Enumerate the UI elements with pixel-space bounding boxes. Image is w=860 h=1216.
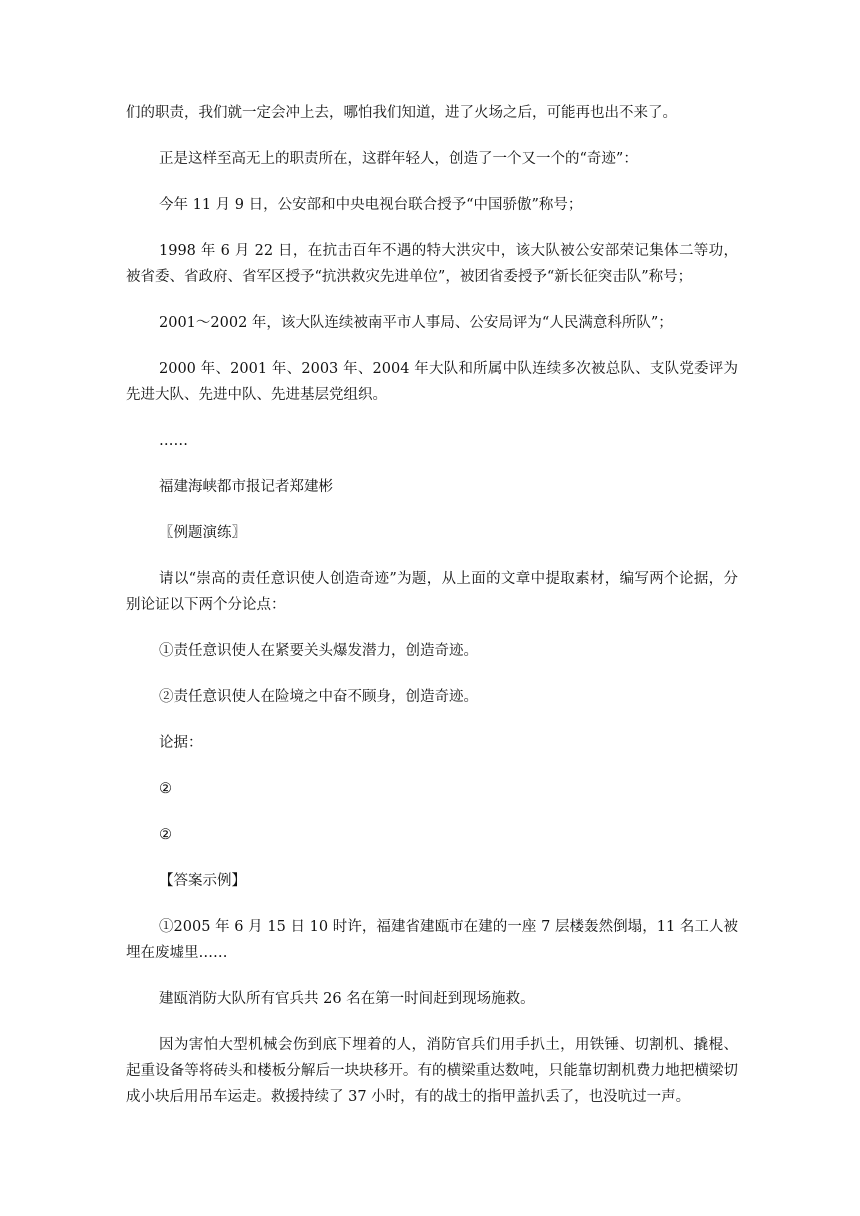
paragraph-honor-2004: 今年 11 月 9 日，公安部和中央电视台联合授予“中国骄傲”称号； xyxy=(159,197,583,213)
section-heading-exercise: 〖例题演练〗 xyxy=(159,525,246,541)
sub-point-1: ①责任意识使人在紧要关头爆发潜力，创造奇迹。 xyxy=(159,643,478,659)
paragraph-answer-rescue-team: 建瓯消防大队所有官兵共 26 名在第一时间赶到现场施救。 xyxy=(159,991,535,1007)
paragraph-miracles-intro: 正是这样至高无上的职责所在，这群年轻人，创造了一个又一个的“奇迹”： xyxy=(159,151,638,167)
paragraph-ellipsis: …… xyxy=(159,433,188,449)
evidence-blank-1: ② xyxy=(159,781,172,797)
paragraph-honor-2000-2004: 2000 年、2001 年、2003 年、2004 年大队和所属中队连续多次被总队、支队党委评为先进大队、先进中队、先进基层党组织。 xyxy=(126,361,738,403)
section-heading-answer-example: 【答案示例】 xyxy=(159,873,246,889)
evidence-blank-2: ② xyxy=(159,827,172,843)
sub-point-2: ②责任意识使人在险境之中奋不顾身，创造奇迹。 xyxy=(159,689,478,705)
paragraph-honor-2001-2002: 2001～2002 年，该大队连续被南平市人事局、公安局评为“人民满意科所队”； xyxy=(159,315,673,331)
paragraph-exercise-prompt: 请以“崇高的责任意识使人创造奇迹”为题，从上面的文章中提取素材，编写两个论据，分别论证以下两个分论点： xyxy=(126,571,738,613)
paragraph-answer-rescue-details: 因为害怕大型机械会伤到底下埋着的人，消防官兵们用手扒土，用铁锤、切割机、撬棍、起重设备等将砖头和楼板分解后一块块移开。有的横梁重达数吨，只能靠切割机费力地把横梁切成小块后用吊车运走。救援持续了 37 小时，有的战士的指甲盖扒丢了，也没吭过一声。 xyxy=(126,1037,738,1105)
document-body xyxy=(126,100,738,1130)
evidence-label: 论据： xyxy=(159,735,203,751)
paragraph-continuation: 们的职责，我们就一定会冲上去，哪怕我们知道，进了火场之后，可能再也出不来了。 xyxy=(126,105,677,121)
paragraph-answer-collapse: ①2005 年 6 月 15 日 10 时许，福建省建瓯市在建的一座 7 层楼轰然倒塌，11 名工人被埋在废墟里…… xyxy=(126,919,738,961)
paragraph-reporter-byline: 福建海峡都市报记者郑建彬 xyxy=(159,479,333,495)
paragraph-honor-1998: 1998 年 6 月 22 日，在抗击百年不遇的特大洪灾中，该大队被公安部荣记集体二等功，被省委、省政府、省军区授予“抗洪救灾先进单位”，被团省委授予“新长征突击队”称号； xyxy=(126,243,738,285)
